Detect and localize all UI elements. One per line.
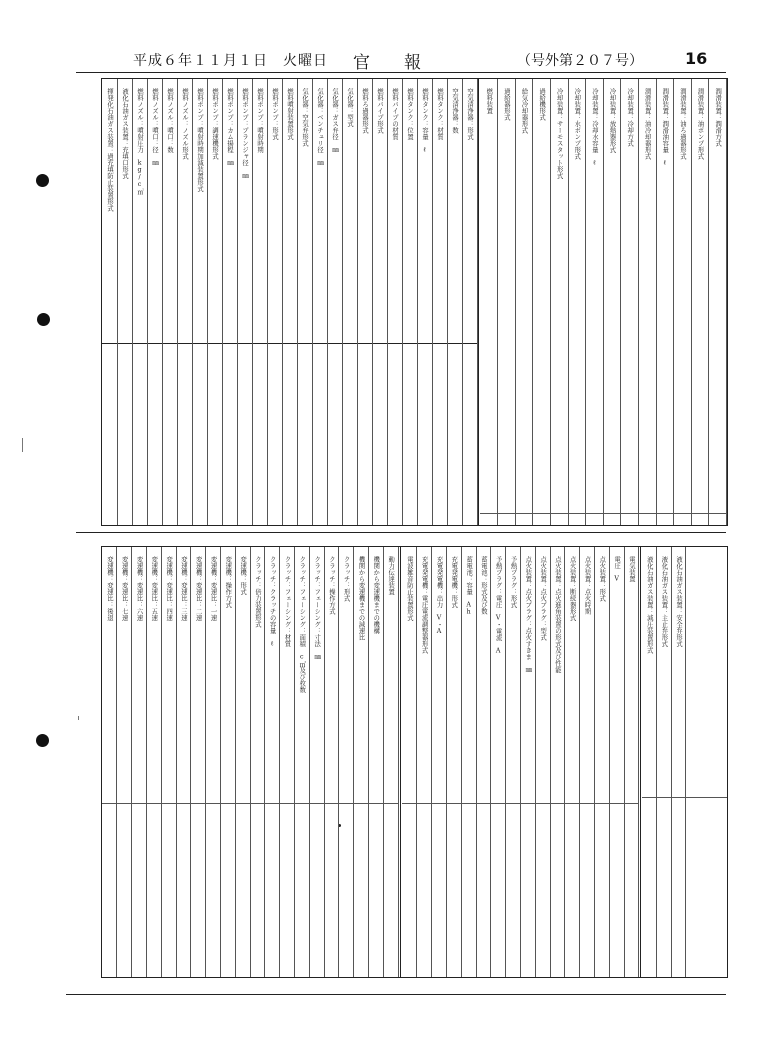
- field-label: 点火装置：形式: [598, 556, 606, 602]
- column-rule: [342, 79, 343, 525]
- field-label: 燃料ろ過器形式: [361, 88, 368, 134]
- field-label: 潤滑装置：油ポンプ形式: [696, 88, 704, 160]
- field-label: 冷却装置：放熱器形式: [608, 88, 616, 153]
- gazette-title: 官報: [353, 53, 455, 73]
- column-rule: [585, 79, 586, 525]
- field-label: クラッチ：クラッチの容量 ℓ: [268, 556, 276, 648]
- column-rule: [550, 79, 551, 525]
- field-label: 燃料ポンプ：カム揚程 ㎜: [226, 88, 233, 166]
- column-rule: [282, 79, 283, 525]
- column-rule: [387, 79, 388, 525]
- column-rule: [357, 79, 358, 525]
- column-rule: [220, 547, 221, 977]
- column-rule: [638, 547, 639, 977]
- margin-tick: [78, 716, 79, 720]
- column-rule: [624, 547, 625, 977]
- field-label: クラッチ：形式: [342, 556, 350, 602]
- field-label: 蓄電池：容量 Ah: [465, 556, 473, 616]
- column-rule: [656, 79, 657, 525]
- field-label: 予熱プラグ：形式: [509, 556, 517, 608]
- footer-rule: [66, 994, 726, 995]
- field-label: 潤滑装置：油ろ過器形式: [678, 88, 686, 160]
- field-label: 燃料ポンプ：調速機形式: [211, 88, 218, 160]
- lower-form-divider-right: [640, 547, 641, 977]
- field-label: 燃料ポンプ：噴射時期加減装置形式: [196, 88, 203, 192]
- field-label: クラッチ：操作方式: [327, 556, 335, 615]
- field-label: 充電発電機：形式: [450, 556, 458, 608]
- issue-number: （号外第２０７号）: [517, 53, 643, 69]
- field-label: 燃料パイプの材質: [391, 88, 398, 140]
- page-number: 16: [685, 49, 708, 68]
- margin-tick: [22, 438, 23, 452]
- field-label: 冷却装置：サーモスタット形式: [555, 88, 563, 179]
- field-label: 変速機：形式: [239, 556, 247, 595]
- column-rule: [402, 79, 403, 525]
- column-rule: [620, 79, 621, 525]
- field-label: 燃料ノズル：噴射圧力 kg/c㎡: [136, 88, 143, 195]
- field-label: 点火装置：点火進角装置の形式及び性能: [553, 556, 561, 673]
- column-rule: [432, 79, 433, 525]
- field-label: 燃料ノズル：ノズル形式: [181, 88, 188, 160]
- field-label: 点火装置：点火時期: [583, 556, 591, 615]
- field-label: 冷却装置：冷却水容量 ℓ: [590, 88, 598, 167]
- column-rule: [462, 79, 463, 525]
- field-label: 燃料ポンプ：噴射時期: [256, 88, 263, 153]
- field-label: 電気装置: [627, 556, 635, 582]
- column-rule: [594, 547, 595, 977]
- field-label: 液化石油ガス装置：減圧装置形式: [645, 556, 653, 654]
- column-rule: [691, 79, 692, 525]
- column-rule: [267, 79, 268, 525]
- field-label: 気化器：ガス弁径 ㎜: [331, 88, 338, 153]
- field-label: 燃料タンク：容量 ℓ: [421, 88, 428, 154]
- field-label: 燃料装置: [485, 88, 493, 114]
- field-label: 空気清浄器：形式: [466, 88, 473, 140]
- column-rule: [708, 79, 709, 525]
- column-rule: [338, 547, 339, 977]
- field-label: 変速機：変速比：後退: [105, 556, 113, 621]
- punch-hole-top: [36, 174, 49, 187]
- field-label: 電波雑音防止装置形式: [405, 556, 413, 621]
- field-label: 揮発化石油ガス装置：過充填防止装置形式: [106, 88, 113, 212]
- field-label: 変速機：操作方式: [224, 556, 232, 608]
- section-rule: [76, 532, 726, 533]
- field-label: 変速機：変速比：一速: [209, 556, 217, 621]
- punch-hole-bottom: [36, 734, 49, 747]
- column-rule: [673, 79, 674, 525]
- column-rule: [446, 547, 447, 977]
- field-label: 液化石油ガス装置：主止弁形式: [660, 556, 668, 647]
- field-label: 燃料パイプ形式: [376, 88, 383, 134]
- field-label: 冷却装置：冷却方式: [626, 88, 634, 147]
- field-label: 給気冷却器形式: [520, 88, 528, 134]
- field-label: 燃料ノズル：噴口：径 ㎜: [151, 88, 158, 166]
- column-rule: [383, 547, 384, 977]
- column-rule: [372, 79, 373, 525]
- column-rule: [235, 547, 236, 977]
- field-label: 過給機形式: [538, 88, 546, 121]
- entry-rule: [102, 343, 477, 344]
- field-label: クラッチ：フェーシング：面積 c㎡及び枚数: [298, 556, 306, 694]
- field-label: 点火装置：点火プラグ：型式: [539, 556, 547, 641]
- field-label: 燃料タンク：材質: [436, 88, 443, 140]
- column-rule: [603, 79, 604, 525]
- column-rule: [568, 79, 569, 525]
- field-label: 充電発電機：電圧電流調整器形式: [420, 556, 428, 654]
- field-label: 電圧 V: [613, 556, 621, 583]
- column-rule: [398, 547, 399, 977]
- column-rule: [447, 79, 448, 525]
- field-label: 機関から変速機までの減速比: [357, 556, 365, 641]
- column-rule: [609, 547, 610, 977]
- field-label: 潤滑装置：油冷却器形式: [643, 88, 651, 160]
- punch-hole-middle: [37, 313, 50, 326]
- field-label: 点火装置：点火プラグ：点火すきま ㎜: [524, 556, 532, 673]
- header-rule: [76, 72, 726, 73]
- field-label: 変速機：変速比：四速: [165, 556, 173, 621]
- field-label: 燃料噴射装置形式: [286, 88, 293, 140]
- column-rule: [505, 547, 506, 977]
- column-rule: [515, 79, 516, 525]
- upper-form-table: [101, 78, 728, 526]
- field-label: クラッチ：フェーシング：寸法 ㎜: [313, 556, 321, 660]
- field-label: 変速機：変速比：七速: [120, 556, 128, 621]
- column-rule: [726, 79, 727, 525]
- field-label: 燃料ノズル：噴口：数: [166, 88, 173, 153]
- field-label: 燃料タンク：位置: [406, 88, 413, 140]
- field-label: 過給器形式: [502, 88, 510, 121]
- field-label: 潤滑装置：潤滑方式: [714, 88, 722, 147]
- field-label: 充電発電機：出力 V・A: [435, 556, 443, 636]
- field-label: 変速機：変速比：六速: [135, 556, 143, 621]
- field-label: 変速機：変速比：二速: [194, 556, 202, 621]
- field-label: 変速機：変速比：五速: [150, 556, 158, 621]
- lower-form-divider-left: [400, 547, 401, 977]
- field-label: 予熱プラグ：電圧 V・電流 A: [494, 556, 502, 655]
- field-label: 潤滑装置：潤滑油容量 ℓ: [661, 88, 669, 167]
- field-label: 空気清浄器：数: [451, 88, 458, 134]
- field-label: 冷却装置：水ポンプ形式: [573, 88, 581, 160]
- column-rule: [638, 79, 639, 525]
- column-rule: [685, 547, 686, 977]
- upper-form-divider: [478, 79, 479, 525]
- field-label: 燃料ポンプ：プランジャ径 ㎜: [241, 88, 248, 179]
- lower-form-table: [101, 546, 728, 978]
- field-label: 液化石油ガス装置：充填口形式: [121, 88, 128, 179]
- field-label: 気化器：ベンチュリ径 ㎜: [316, 88, 323, 166]
- field-label: 蓄電池：形式及び数: [479, 556, 487, 615]
- field-label: 燃料ポンプ：形式: [271, 88, 278, 140]
- column-rule: [532, 79, 533, 525]
- field-label: クラッチ：倍力装置形式: [253, 556, 261, 628]
- column-rule: [497, 79, 498, 525]
- field-label: 気化器：空気弁形式: [301, 88, 308, 147]
- field-label: 点火装置：断続器形式: [568, 556, 576, 621]
- issue-date: 平成６年１１月１日 火曜日: [133, 53, 328, 69]
- field-label: 気化器：型式: [346, 88, 353, 127]
- field-label: 変速機：変速比：三速: [179, 556, 187, 621]
- column-rule: [477, 79, 478, 525]
- field-label: クラッチ：フェーシング：材質: [283, 556, 291, 647]
- field-label: 液化石油ガス装置：安全弁形式: [675, 556, 682, 647]
- field-label: 機関から変速機までの機構: [372, 556, 380, 634]
- field-label: 動力伝達装置: [387, 556, 395, 595]
